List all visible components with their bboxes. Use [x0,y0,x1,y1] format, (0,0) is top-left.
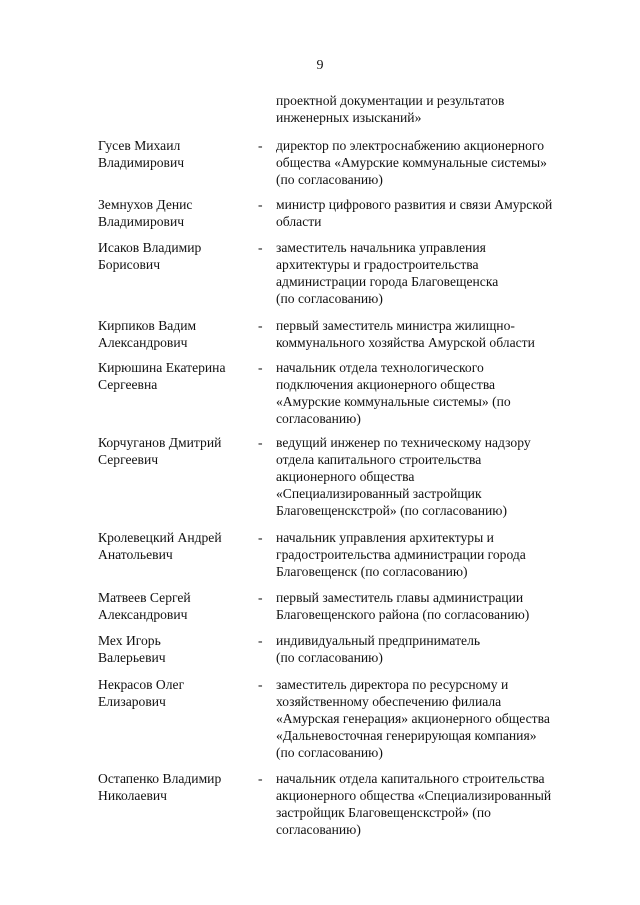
dash-separator: - [258,633,263,648]
member-role: заместитель директора по ресурсному и хозяйственному обеспечению филиала «Амурская генерация» акционерного общества «Дальневосточная генерирующая компания» (по согласованию) [276,677,550,760]
dash-separator: - [258,530,263,545]
dash-separator: - [258,771,263,786]
member-name: Кролевецкий Андрей Анатольевич [98,530,222,562]
member-name: Остапенко Владимир Николаевич [98,771,222,803]
page-number: 9 [316,58,324,73]
member-role: первый заместитель главы администрации Благовещенского района (по согласованию) [276,590,530,622]
member-role: начальник отдела технологического подключения акционерного общества «Амурские коммунальные системы» (по согласованию) [276,360,511,426]
dash-separator: - [258,197,263,212]
member-name: Корчуганов Дмитрий Сергеевич [98,435,222,467]
member-role: индивидуальный предприниматель (по согласованию) [276,633,481,665]
member-name: Земнухов Денис Владимирович [98,197,193,229]
member-role: заместитель начальника управления архитектуры и градостроительства администрации города Благовещенска (по согласованию) [276,240,499,306]
continuation-text: проектной документации и результатов инженерных изысканий» [276,93,505,125]
dash-separator: - [258,318,263,333]
member-name: Мех Игорь Валерьевич [98,633,166,665]
dash-separator: - [258,360,263,375]
dash-separator: - [258,677,263,692]
member-role: директор по электроснабжению акционерного общества «Амурские коммунальные системы» (по согласованию) [276,138,547,187]
member-name: Гусев Михаил Владимирович [98,138,185,170]
member-name: Матвеев Сергей Александрович [98,590,191,622]
member-role: первый заместитель министра жилищно- коммунального хозяйства Амурской области [276,318,535,350]
dash-separator: - [258,240,263,255]
dash-separator: - [258,590,263,605]
dash-separator: - [258,138,263,153]
member-name: Кирюшина Екатерина Сергеевна [98,360,226,392]
member-role: министр цифрового развития и связи Амурской области [276,197,553,229]
dash-separator: - [258,435,263,450]
member-role: начальник управления архитектуры и градостроительства администрации города Благовещенск (по согласованию) [276,530,526,579]
member-name: Исаков Владимир Борисович [98,240,202,272]
member-role: начальник отдела капитального строительства акционерного общества «Специализированный застройщик Благовещенскстрой» (по согласованию) [276,771,552,837]
member-role: ведущий инженер по техническому надзору отдела капитального строительства акционерного общества «Специализированный застройщик Благовещенскстрой» (по согласованию) [276,435,531,518]
member-name: Некрасов Олег Елизарович [98,677,185,709]
member-name: Кирпиков Вадим Александрович [98,318,197,350]
